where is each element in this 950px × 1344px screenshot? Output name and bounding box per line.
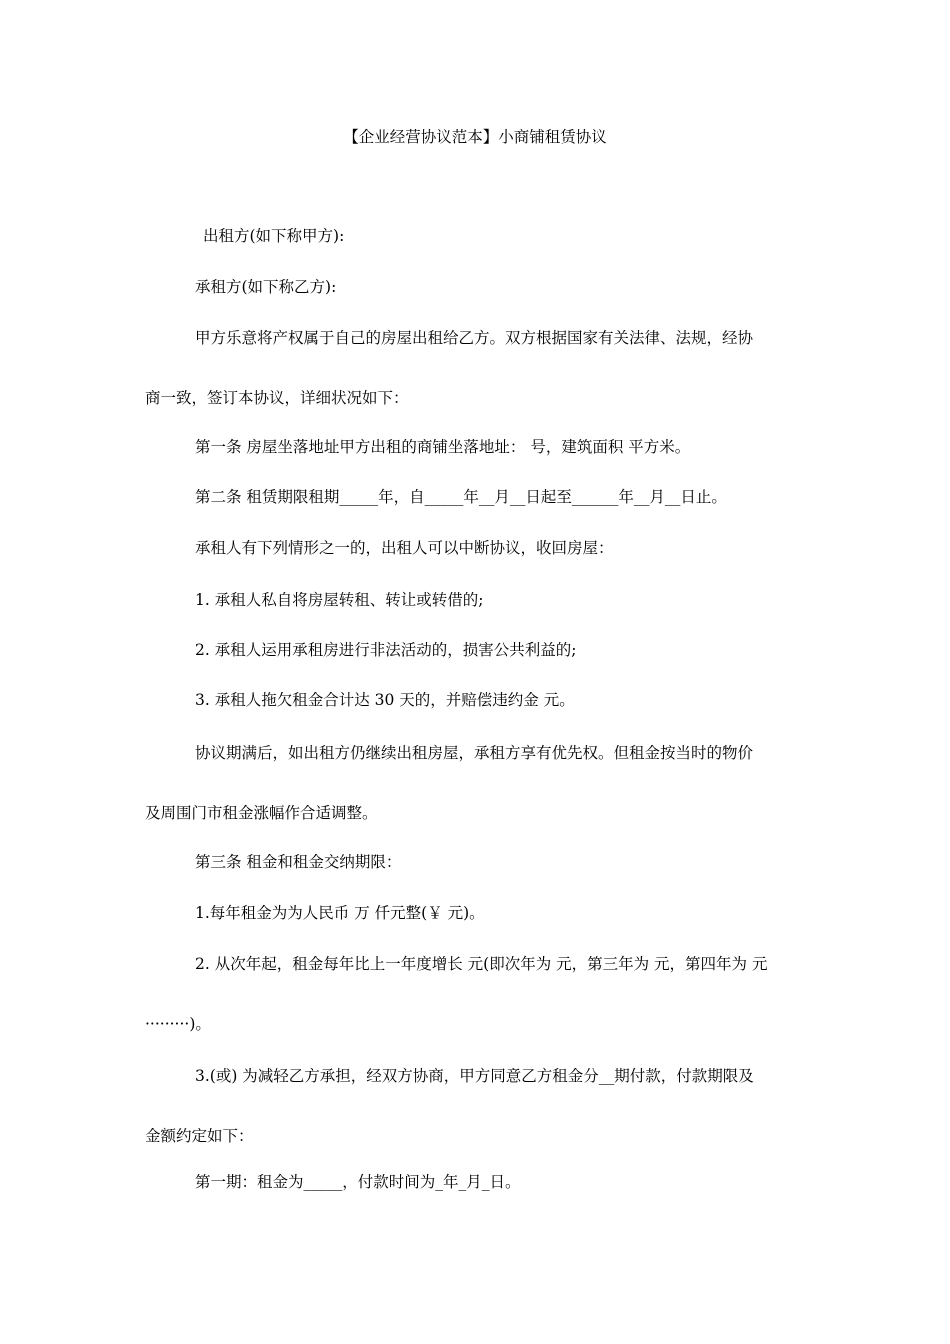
article-2: 第二条 租赁期限租期_____年，自_____年__月__日起至______年__月__日止。 [195,488,727,506]
renewal-line-1: 协议期满后，如出租方仍继续出租房屋，承租方享有优先权。但租金按当时的物价 [195,744,754,762]
paragraph-lessee: 承租方(如下称乙方): [195,278,337,296]
rent-item-2-line-1: 2. 从次年起，租金每年比上一年度增长 元(即次年为 元，第三年为 元，第四年为 元 [195,955,768,973]
installment-1: 第一期：租金为_____，付款时间为_年_月_日。 [195,1173,521,1191]
document-title: 【企业经营协议范本】小商铺租赁协议 [343,128,607,146]
paragraph-lessor: 出租方(如下称甲方): [203,227,345,245]
condition-1: 1. 承租人私自将房屋转租、转让或转借的; [195,591,484,609]
rent-item-2-line-2: ·········)。 [145,1015,211,1033]
renewal-line-2: 及周围门市租金涨幅作合适调整。 [145,804,378,822]
rent-item-3-line-2: 金额约定如下： [145,1127,254,1145]
rent-item-3-line-1: 3.(或) 为减轻乙方承担，经双方协商，甲方同意乙方租金分__期付款，付款期限及 [195,1067,754,1085]
paragraph-intro-line-1: 甲方乐意将产权属于自己的房屋出租给乙方。双方根据国家有关法律、法规，经协 [195,329,754,347]
article-3: 第三条 租金和租金交纳期限： [195,853,402,871]
condition-2: 2. 承租人运用承租房进行非法活动的，损害公共利益的; [195,641,577,659]
article-1: 第一条 房屋坐落地址甲方出租的商铺坐落地址： 号，建筑面积 平方米。 [195,438,691,456]
termination-conditions: 承租人有下列情形之一的，出租人可以中断协议，收回房屋： [195,539,614,557]
condition-3: 3. 承租人拖欠租金合计达 30 天的，并赔偿违约金 元。 [195,691,575,709]
paragraph-intro-line-2: 商一致，签订本协议，详细状况如下： [145,389,409,407]
rent-item-1: 1.每年租金为为人民币 万 仟元整(￥ 元)。 [195,904,485,922]
